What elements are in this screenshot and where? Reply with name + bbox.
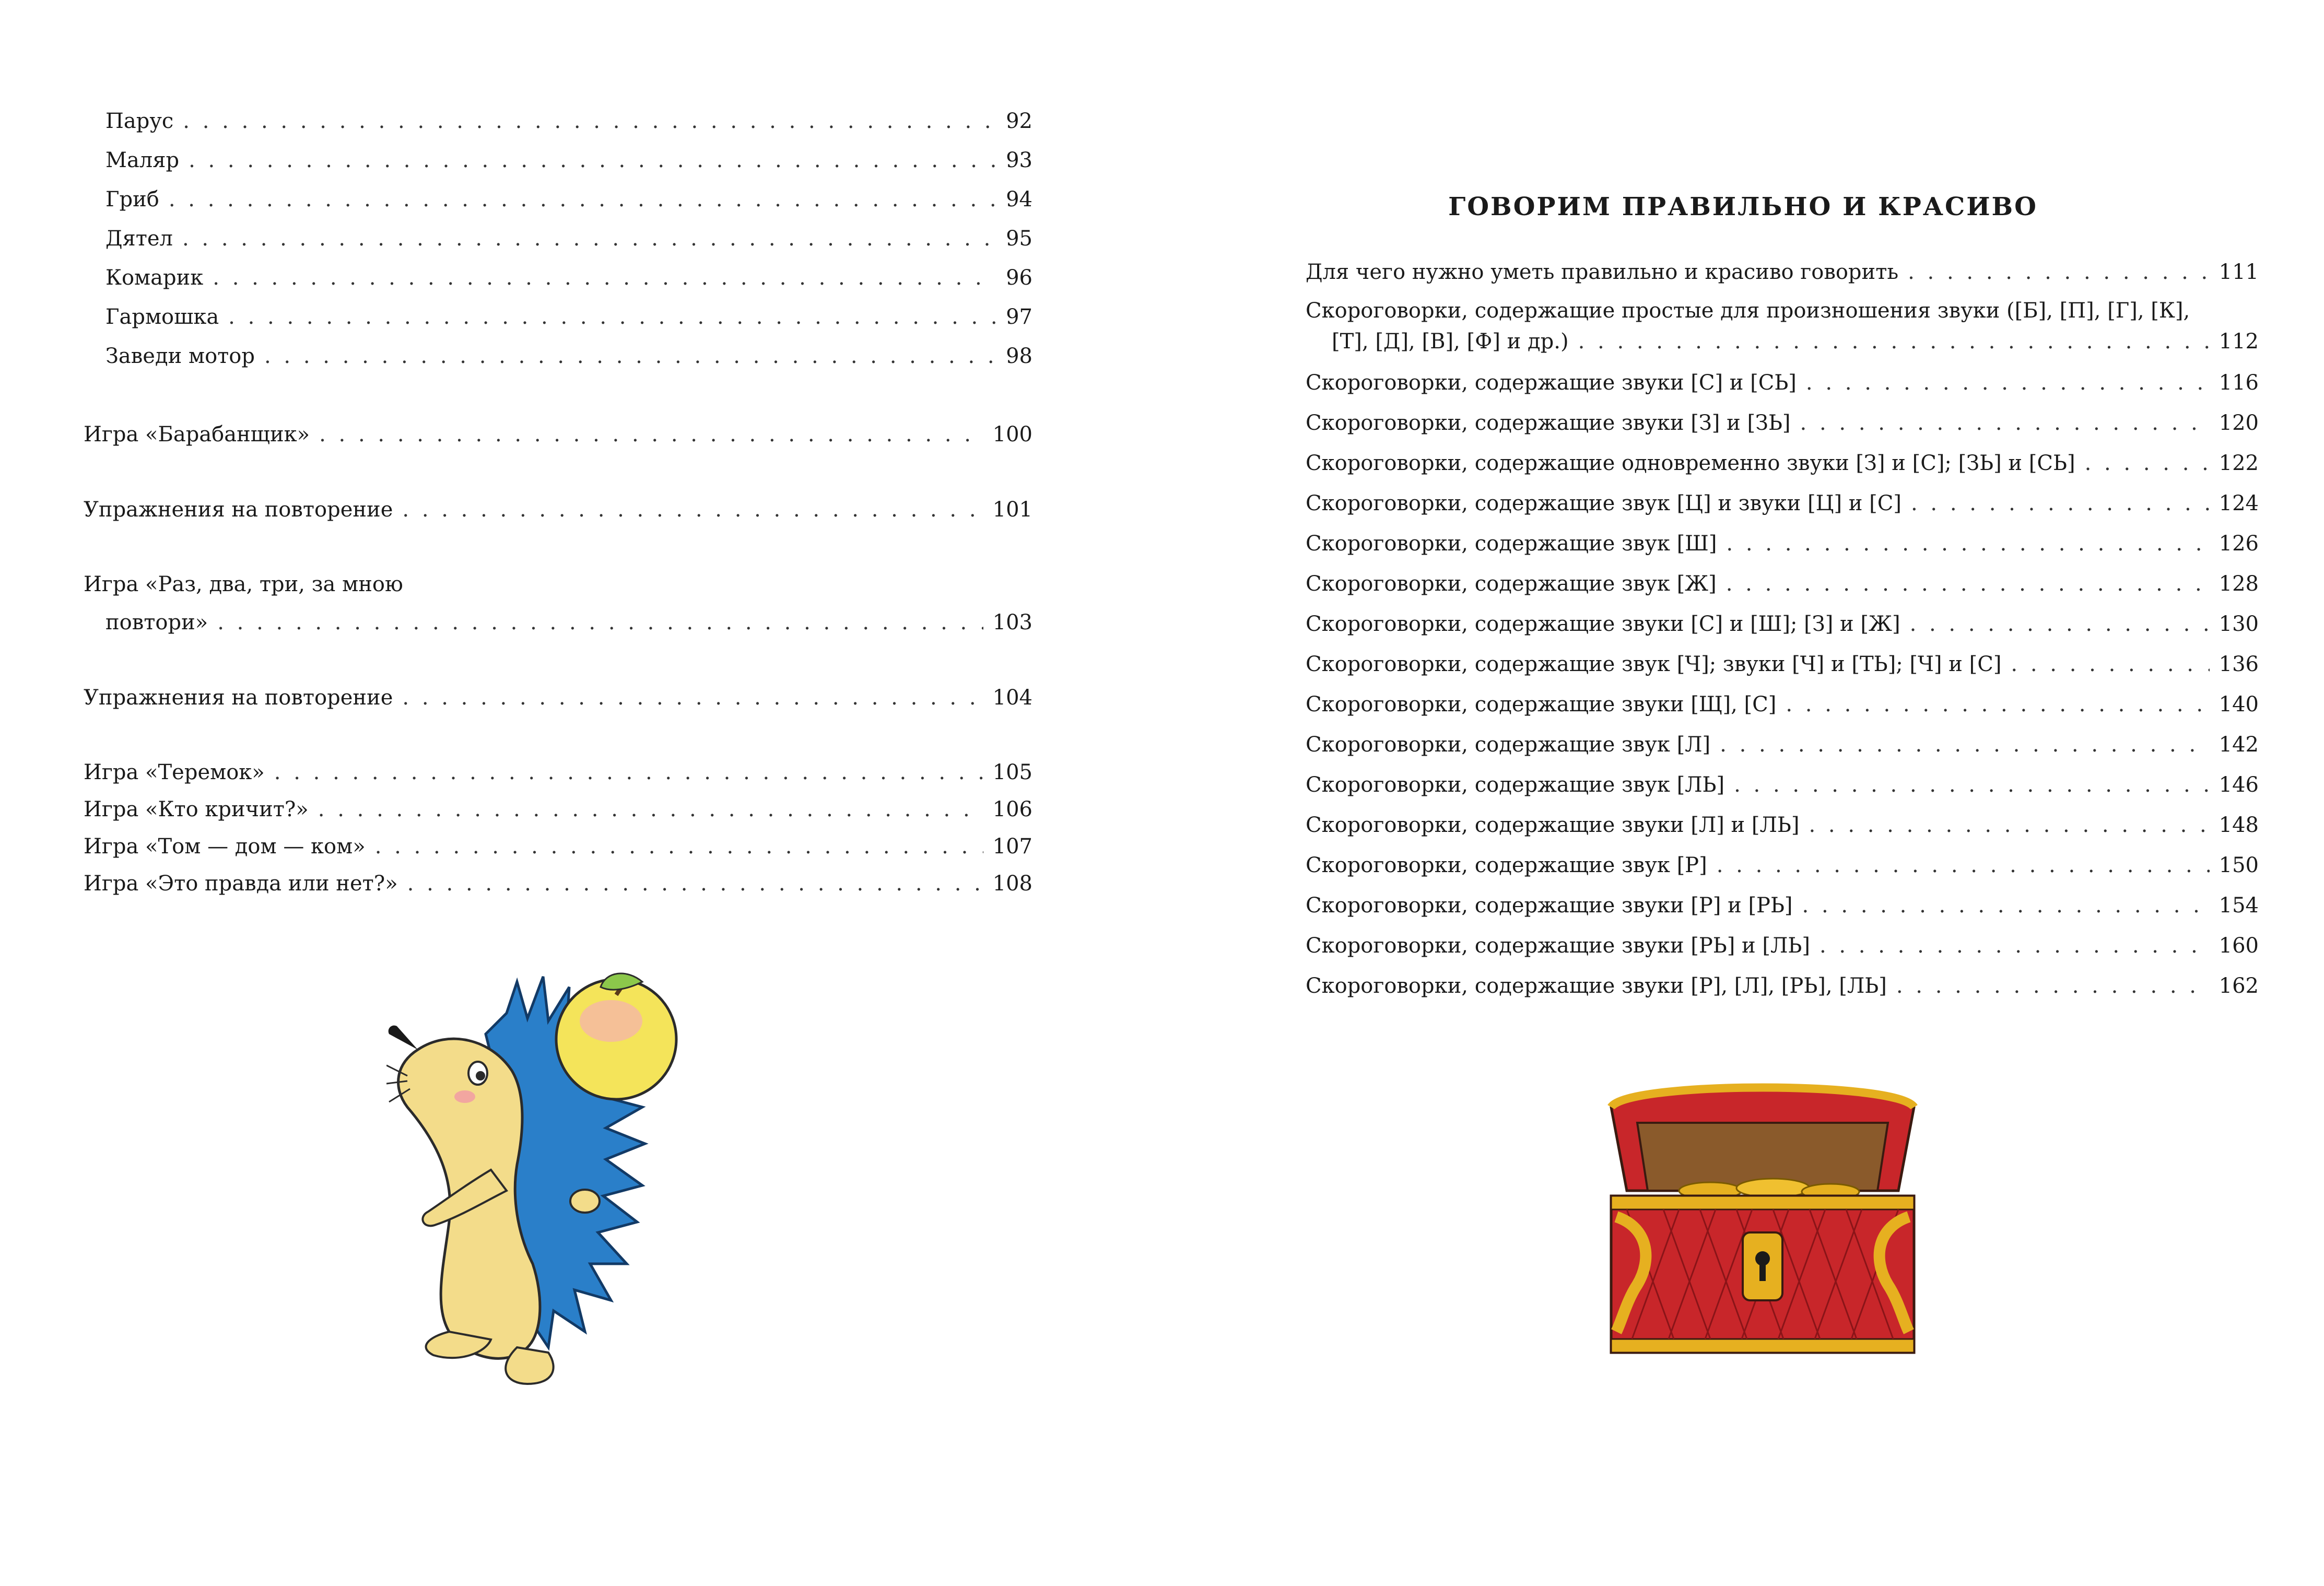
toc-entry-page: 111 bbox=[2219, 260, 2259, 284]
toc-entry-label: повтори» bbox=[105, 610, 208, 635]
toc-entry[interactable] bbox=[1306, 852, 2259, 879]
toc-entry-label: Скороговорки, содержащие звук [ЛЬ] bbox=[1306, 773, 1725, 797]
leader-dots bbox=[375, 833, 983, 860]
leader-dots bbox=[1802, 892, 2210, 919]
toc-entry[interactable] bbox=[105, 264, 1032, 291]
toc-entry-label: Гармошка bbox=[105, 305, 219, 329]
leader-dots bbox=[1800, 409, 2210, 437]
toc-entry-label: Скороговорки, содержащие звук [Л] bbox=[1306, 733, 1711, 757]
treasure-chest-illustration bbox=[1606, 1076, 1919, 1358]
toc-entry-page: 154 bbox=[2219, 894, 2259, 918]
toc-entry[interactable] bbox=[1306, 892, 2259, 919]
toc-entry[interactable] bbox=[1306, 972, 2259, 1000]
toc-entry-label: Комарик bbox=[105, 266, 204, 290]
toc-entry-page: 162 bbox=[2219, 974, 2259, 998]
toc-entry-page: 92 bbox=[1006, 109, 1032, 133]
toc-entry-label: Скороговорки, содержащие звук [Р] bbox=[1306, 853, 1707, 877]
toc-entry-label: Парус bbox=[105, 109, 174, 133]
toc-entry-page: 142 bbox=[2219, 733, 2259, 757]
toc-entry-label-line1[interactable]: Игра «Раз, два, три, за мною bbox=[84, 572, 403, 596]
toc-entry-label: Скороговорки, содержащие звуки [С] и [Ш]; [З] и [Ж] bbox=[1306, 612, 1900, 636]
toc-entry[interactable] bbox=[105, 108, 1032, 135]
toc-entry[interactable] bbox=[105, 225, 1032, 252]
toc-entry[interactable] bbox=[84, 833, 1032, 860]
toc-entry-page: 160 bbox=[2219, 934, 2259, 958]
toc-entry-label: Скороговорки, содержащие звук [Ц] и звуки [Ц] и [С] bbox=[1306, 491, 1902, 515]
toc-entry-page: 130 bbox=[2219, 612, 2259, 636]
toc-entry-label: Игра «Том — дом — ком» bbox=[84, 835, 366, 859]
toc-entry[interactable] bbox=[84, 421, 1032, 448]
toc-entry[interactable] bbox=[105, 186, 1032, 213]
leader-dots bbox=[1910, 610, 2210, 638]
toc-entry-label-line1[interactable]: Скороговорки, содержащие простые для произношения звуки ([Б], [П], [Г], [К], bbox=[1306, 299, 2190, 323]
leader-dots bbox=[1726, 570, 2210, 597]
toc-entry[interactable] bbox=[105, 343, 1032, 370]
leader-dots bbox=[319, 421, 983, 448]
toc-entry-page: 120 bbox=[2219, 411, 2259, 435]
toc-entry-page: 96 bbox=[1006, 266, 1032, 290]
toc-entry-label: Игра «Это правда или нет?» bbox=[84, 872, 398, 896]
toc-entry-label: Заведи мотор bbox=[105, 344, 255, 368]
toc-entry-label: Маляр bbox=[105, 148, 180, 172]
leader-dots bbox=[1726, 530, 2209, 557]
leader-dots bbox=[1896, 972, 2210, 1000]
toc-entry[interactable] bbox=[84, 496, 1032, 523]
toc-entry-page: 106 bbox=[992, 797, 1032, 821]
toc-entry-page: 126 bbox=[2219, 532, 2259, 556]
toc-entry-page: 101 bbox=[992, 498, 1032, 522]
leader-dots bbox=[264, 343, 996, 370]
leader-dots bbox=[2085, 450, 2210, 477]
leader-dots bbox=[1806, 369, 2210, 396]
toc-entry-label: Игра «Кто кричит?» bbox=[84, 797, 309, 821]
toc-entry-label: Скороговорки, содержащие звуки [Р], [Л], [РЬ], [ЛЬ] bbox=[1306, 974, 1887, 998]
toc-entry-page: 104 bbox=[992, 686, 1032, 710]
toc-entry-label: [Т], [Д], [В], [Ф] и др.) bbox=[1332, 330, 1569, 354]
toc-entry-label: Скороговорки, содержащие звуки [С] и [СЬ] bbox=[1306, 371, 1797, 395]
leader-dots bbox=[189, 147, 996, 174]
leader-dots bbox=[402, 496, 983, 523]
leader-dots bbox=[217, 609, 983, 636]
toc-entry-label: Скороговорки, содержащие звук [Ч]; звуки [Ч] и [ТЬ]; [Ч] и [С] bbox=[1306, 652, 2002, 676]
toc-entry-page: 98 bbox=[1006, 344, 1032, 368]
toc-entry-label: Скороговорки, содержащие звуки [РЬ] и [ЛЬ] bbox=[1306, 934, 1810, 958]
leader-dots bbox=[402, 684, 983, 711]
toc-entry-page: 93 bbox=[1006, 148, 1032, 172]
leader-dots bbox=[1908, 259, 2210, 286]
toc-entry-page: 124 bbox=[2219, 491, 2259, 515]
leader-dots bbox=[2011, 651, 2209, 678]
toc-entry[interactable] bbox=[105, 147, 1032, 174]
leader-dots bbox=[1720, 731, 2209, 758]
toc-entry-page: 148 bbox=[2219, 813, 2259, 837]
toc-entry-page: 150 bbox=[2219, 853, 2259, 877]
section-title: ГОВОРИМ ПРАВИЛЬНО И КРАСИВО bbox=[1448, 192, 2038, 221]
toc-entry-label: Скороговорки, содержащие звук [Ш] bbox=[1306, 532, 1717, 556]
toc-entry[interactable] bbox=[1306, 530, 2259, 557]
leader-dots bbox=[1717, 852, 2210, 879]
leader-dots bbox=[1734, 771, 2210, 798]
leader-dots bbox=[169, 186, 996, 213]
toc-entry[interactable] bbox=[1306, 409, 2259, 437]
toc-entry-label: Скороговорки, содержащие звуки [Щ], [С] bbox=[1306, 692, 1777, 716]
toc-entry[interactable] bbox=[105, 303, 1032, 331]
toc-entry-page: 140 bbox=[2219, 692, 2259, 716]
toc-entry[interactable] bbox=[1306, 812, 2259, 839]
toc-entry-page: 116 bbox=[2219, 371, 2259, 395]
toc-entry-label: Скороговорки, содержащие одновременно звуки [З] и [С]; [ЗЬ] и [СЬ] bbox=[1306, 451, 2075, 475]
toc-entry[interactable] bbox=[84, 759, 1032, 786]
toc-entry-page: 94 bbox=[1006, 187, 1032, 212]
toc-entry[interactable] bbox=[1332, 328, 2259, 355]
toc-entry-label: Гриб bbox=[105, 187, 159, 212]
toc-entry[interactable] bbox=[1306, 570, 2259, 597]
toc-entry[interactable] bbox=[1306, 450, 2259, 477]
toc-entry[interactable] bbox=[1306, 259, 2259, 286]
toc-entry-label: Скороговорки, содержащие звук [Ж] bbox=[1306, 572, 1717, 596]
leader-dots bbox=[1786, 691, 2209, 718]
toc-entry-page: 105 bbox=[992, 760, 1032, 784]
toc-entry-page: 95 bbox=[1006, 227, 1032, 251]
toc-entry[interactable] bbox=[84, 796, 1032, 823]
toc-entry-page: 122 bbox=[2219, 451, 2259, 475]
toc-entry-page: 108 bbox=[992, 872, 1032, 896]
toc-entry-label: Упражнения на повторение bbox=[84, 498, 393, 522]
toc-entry-label: Скороговорки, содержащие звуки [Р] и [РЬ] bbox=[1306, 894, 1793, 918]
toc-entry[interactable] bbox=[1306, 610, 2259, 638]
leader-dots bbox=[318, 796, 983, 823]
toc-entry-page: 97 bbox=[1006, 305, 1032, 329]
toc-entry[interactable] bbox=[1306, 490, 2259, 517]
leader-dots bbox=[228, 303, 996, 331]
toc-entry-label: Дятел bbox=[105, 227, 173, 251]
toc-entry[interactable] bbox=[84, 684, 1032, 711]
toc-entry[interactable] bbox=[1306, 369, 2259, 396]
toc-entry[interactable] bbox=[1306, 771, 2259, 798]
toc-entry-label: Игра «Барабанщик» bbox=[84, 422, 310, 447]
leader-dots bbox=[213, 264, 996, 291]
toc-entry-label: Игра «Теремок» bbox=[84, 760, 265, 784]
toc-entry-label: Для чего нужно уметь правильно и красиво говорить bbox=[1306, 260, 1899, 284]
leader-dots bbox=[1578, 328, 2210, 355]
toc-entry-page: 103 bbox=[992, 610, 1032, 635]
toc-entry-page: 136 bbox=[2219, 652, 2259, 676]
toc-entry-label: Скороговорки, содержащие звуки [З] и [ЗЬ] bbox=[1306, 411, 1791, 435]
toc-entry[interactable] bbox=[1306, 691, 2259, 718]
right-page bbox=[1162, 0, 2324, 1586]
leader-dots bbox=[182, 225, 996, 252]
toc-entry[interactable] bbox=[1306, 731, 2259, 758]
toc-entry-page: 107 bbox=[992, 835, 1032, 859]
toc-entry-page: 128 bbox=[2219, 572, 2259, 596]
leader-dots bbox=[407, 870, 983, 897]
leader-dots bbox=[183, 108, 996, 135]
toc-entry[interactable] bbox=[1306, 932, 2259, 959]
leader-dots bbox=[1820, 932, 2210, 959]
toc-entry-page: 100 bbox=[992, 422, 1032, 447]
toc-entry-page: 112 bbox=[2219, 330, 2259, 354]
leader-dots bbox=[1809, 812, 2209, 839]
toc-entry[interactable] bbox=[105, 609, 1032, 636]
toc-entry-label: Упражнения на повторение bbox=[84, 686, 393, 710]
toc-entry-page: 146 bbox=[2219, 773, 2259, 797]
toc-entry[interactable] bbox=[1306, 651, 2259, 678]
hedgehog-illustration bbox=[386, 971, 731, 1420]
toc-entry-label: Скороговорки, содержащие звуки [Л] и [ЛЬ] bbox=[1306, 813, 1800, 837]
toc-entry[interactable] bbox=[84, 870, 1032, 897]
leader-dots bbox=[1911, 490, 2210, 517]
leader-dots bbox=[274, 759, 983, 786]
